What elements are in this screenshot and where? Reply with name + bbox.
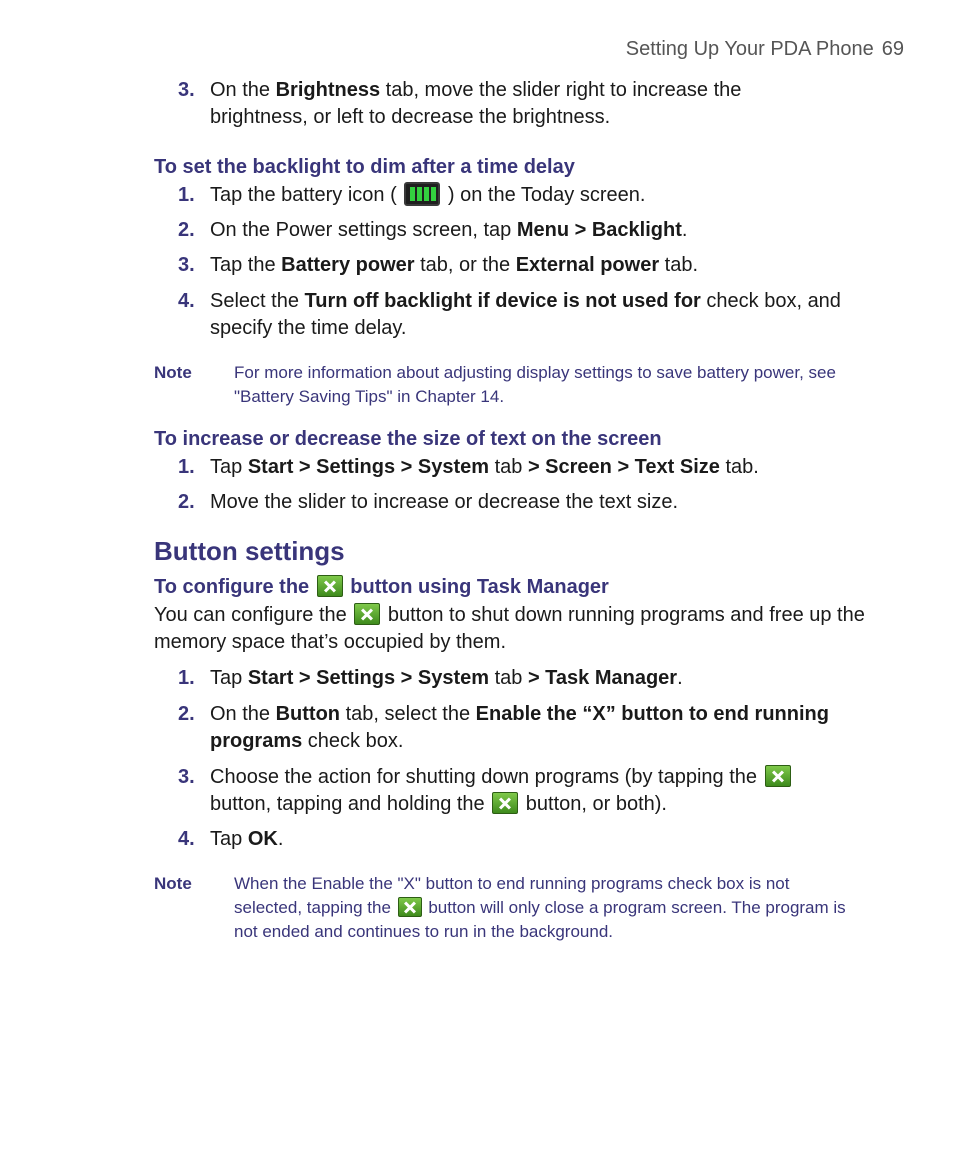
step-text	[210, 826, 880, 853]
step-number: 2.	[178, 219, 195, 241]
step-text	[210, 764, 850, 818]
close-x-icon	[492, 792, 518, 814]
text-run: .	[277, 828, 284, 850]
ui-term: Start > Settings > System	[247, 667, 490, 689]
step-number: 3.	[178, 766, 195, 788]
step-number: 1.	[178, 456, 195, 478]
text-run: ) on the Today screen.	[442, 184, 646, 206]
ui-term: External power	[515, 254, 660, 276]
step-number: 2.	[178, 703, 195, 725]
header-section-title: Setting Up Your PDA Phone	[625, 38, 874, 60]
text-run: button will only close a program screen. The program is not ended and continues to run in the background.	[234, 898, 846, 941]
ui-term: Enable the “X” button to end running programs	[210, 703, 829, 752]
step-text	[210, 665, 880, 692]
ui-term: Brightness	[275, 79, 381, 101]
ui-term: Menu > Backlight	[516, 219, 682, 241]
text-run: tab, select the	[340, 703, 476, 725]
step-text	[210, 489, 880, 516]
text-run: To configure the	[154, 576, 315, 598]
step-text	[210, 288, 880, 342]
text-run: You can configure the	[154, 604, 353, 626]
close-x-icon	[317, 575, 343, 597]
text-run: Select the	[210, 290, 305, 312]
step-text	[210, 454, 880, 481]
page-number: 69	[881, 38, 904, 60]
text-run: When the Enable the "X" button to end running programs check box is not selected, tapping the	[234, 874, 790, 917]
step-number: 2.	[178, 491, 195, 513]
ui-term: > Screen > Text Size	[527, 456, 720, 478]
step-number: 4.	[178, 828, 195, 850]
procedure-title: To increase or decrease the size of text on the screen	[154, 428, 662, 450]
text-run: button, tapping and holding the	[210, 793, 491, 815]
step-number: 1.	[178, 667, 195, 689]
text-run: On the	[210, 79, 276, 101]
step-text	[210, 217, 880, 244]
text-run: tab, move the slider right to increase the brightness, or left to decrease the brightness.	[210, 79, 742, 128]
running-header	[626, 38, 904, 61]
step-text	[210, 182, 880, 209]
text-run: tab, or the	[414, 254, 516, 276]
text-run: On the Power settings screen, tap	[210, 219, 517, 241]
ui-term: OK	[247, 828, 278, 850]
text-run: button, or both).	[520, 793, 667, 815]
text-run: Choose the action for shutting down programs (by tapping the	[210, 766, 763, 788]
text-run: Tap	[210, 456, 248, 478]
step-number: 4.	[178, 290, 195, 312]
text-run: tab.	[719, 456, 759, 478]
note-text: For more information about adjusting display settings to save battery power, see "Battery Saving Tips" in Chapter 14.	[234, 363, 836, 406]
intro-paragraph	[154, 602, 874, 656]
close-x-icon	[398, 897, 422, 917]
step-number: 3.	[178, 254, 195, 276]
text-run: Tap the battery icon (	[210, 184, 403, 206]
step-number: 3.	[178, 79, 195, 101]
note-label: Note	[154, 874, 192, 893]
close-x-icon	[765, 765, 791, 787]
close-x-icon	[354, 603, 380, 625]
text-run: .	[677, 667, 683, 689]
text-run: tab	[489, 667, 528, 689]
step-text	[210, 701, 880, 755]
text-run: Tap	[210, 828, 248, 850]
text-run: check box.	[302, 730, 404, 752]
text-run: On the	[210, 703, 276, 725]
text-run: button using Task Manager	[344, 576, 609, 598]
step-text	[210, 252, 880, 279]
ui-term: Turn off backlight if device is not used for	[304, 290, 701, 312]
ui-term: > Task Manager	[527, 667, 678, 689]
text-run: Move the slider to increase or decrease the text size.	[210, 491, 679, 513]
ui-term: Button	[275, 703, 341, 725]
text-run: .	[681, 219, 688, 241]
text-run: button to shut down running programs and free up the memory space that’s occupied by them.	[154, 604, 865, 653]
note-label: Note	[154, 363, 192, 382]
note-text	[234, 872, 854, 944]
procedure-title	[154, 574, 609, 601]
step-number: 1.	[178, 184, 195, 206]
text-run: check box, and specify the time delay.	[210, 290, 841, 339]
text-run: tab.	[659, 254, 699, 276]
text-run: tab	[489, 456, 528, 478]
text-run: Tap	[210, 667, 248, 689]
battery-icon	[404, 182, 440, 206]
section-heading: Button settings	[154, 536, 345, 566]
ui-term: Battery power	[281, 254, 415, 276]
text-run: Tap the	[210, 254, 282, 276]
procedure-title: To set the backlight to dim after a time delay	[154, 156, 575, 178]
ui-term: Start > Settings > System	[247, 456, 490, 478]
step-text	[210, 77, 810, 131]
